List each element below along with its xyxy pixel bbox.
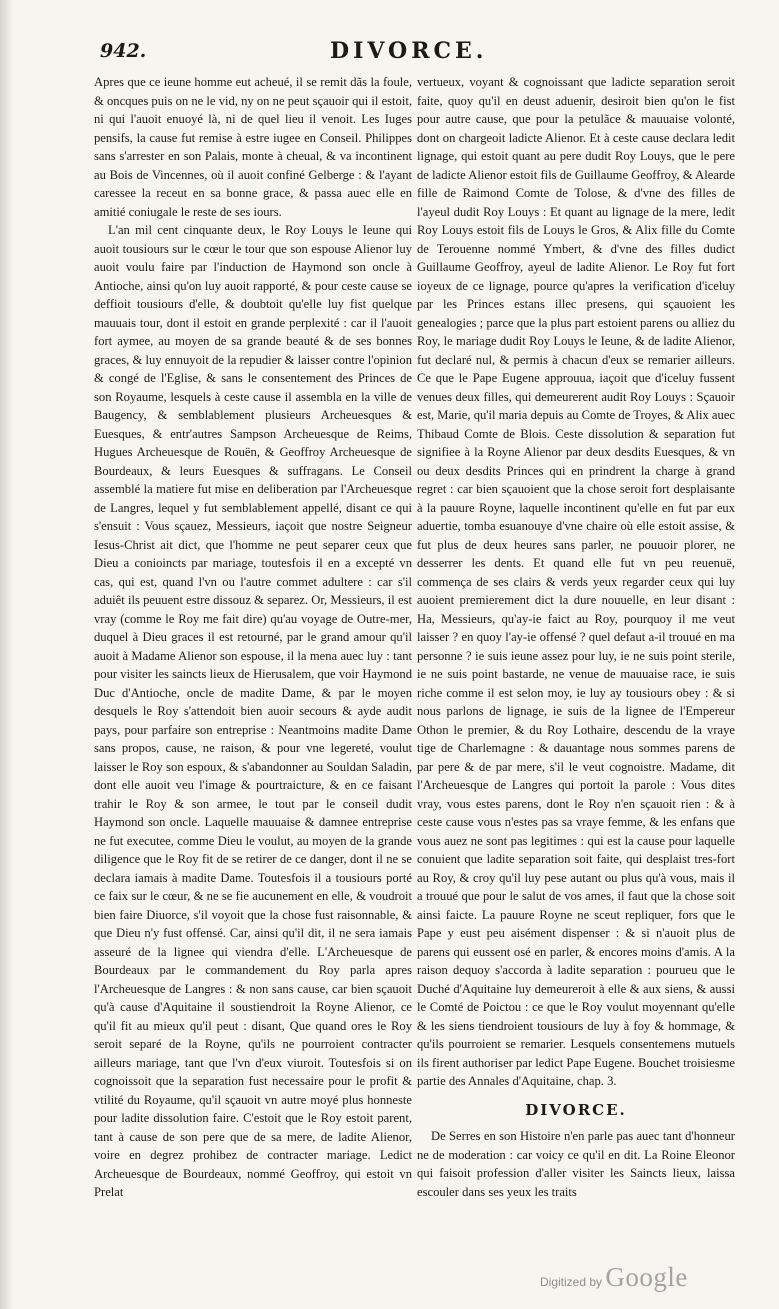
running-title: DIVORCE. — [330, 38, 488, 64]
digitized-prefix: Digitized by — [540, 1275, 603, 1289]
right-paragraph-1: vertueux, voyant & cognoissant que ladicte separation seroit faite, quoy qu'il en deust aduenir, desiroit bien qu'on le fist pour autre cause, que pour la petulãce & mauuaise volonté, dont on chargeoit ladicte Alienor. Et à ceste cause declara ledit lignage, qui estoit quant au pere dudit Roy Louys, que le pere de ladicte Alienor estoit fils de Guillaume Geoffroy, & Alearde fille de Raimond Comte de Tolose, & d'vne des filles de l'ayeul dudit Roy Louys : Et quant au lignage de la mere, ledit Roy Louys estoit fils de Louys le Gros, & Alix fille du Comte de Terouenne nommé Ymbert, & d'vne des filles dudict Guillaume Geoffroy, ayeul de ladite Alienor. Le Roy fut fort ioyeux de ce lignage, pource qu'apres la verification d'iceluy par les Princes estans illec presens, qui sçauoient les genealogies ; parce que la plus part estoient parens ou alliez du Roy, le mariage dudit Roy Louys le Ieune, & de ladite Alienor, fut declaré nul, & permis à chacun d'eux se remarier ailleurs. Ce que le Pape Eugene approuua, iaçoit que d'iceluy fussent venues deux filles, qui demeurerent audit Roy Louys : Sçauoir est, Marie, qu'il maria depuis au Comte de Troyes, & Alix auec Thibaud Comte de Blois. Ceste dissolution & separation fut signifiee à la Royne Alienor par deux desdits Euesques, & vn ou deux desdits Princes qui en prindrent la charge à grand regret : car bien sçauoient que la chose seroit fort desplaisante à la pauure Royne, laquelle incontinent qu'elle en fut par eux aduertie, tomba esuanouye d'vne chaire où elle estoit assise, & fut plus de deux heures sans parler, ne pouuoir plorer, ne desserrer les dents. Et quand elle fut vn peu reuenuë, commença de ses clairs & verds yeux regarder ceux qui luy auoient premierement dict la dure nouuelle, en leur disant : Ha, Messieurs, qu'ay-ie faict au Roy, pourquoy il me veut laisser ? en quoy l'ay-ie offensé ? quel defaut a-il trouué en ma personne ? ie suis ieune assez pour luy, ie ne suis point sterile, ie ne suis point bastarde, ne venue de mauuaise race, ie suis riche comme il est selon moy, ie luy ay tousiours obey : & si nous parlons de lignage, ie suis de la lignee de l'Empereur Othon le premier, & du Roy Lothaire, descendu de la vraye tige de Charlemagne : & dauantage nous sommes parens de par pere & de par mere, s'il le veut cognoistre. Madamе, dit l'Archeuesque de Langres qui portoit la parole : Vous dites vray, vous estes parens, dont le Roy n'en sçauoit rien : & à ceste cause vous n'estes pas sa vraye femme, & les enfans que vous auez ne sont pas legitimes : qui est la cause pour laquelle conuient que ladite separation soit faite, qui desplaist tres-fort au Roy, & croy qu'il luy pese autant ou plus qu'à vous, mais il a trouué que pour le salut de vos ames, il faut que la chose soit ainsi faicte. La pauure Royne ne sceut repliquer, fors que le Pape y eust peu aisément dispenser : & si n'auoit plus de parens qui eussent osé en parler, & encores moins d'amis. A la raison dequoy s'accorda à ladite separation : pourueu que le Duché d'Aquitaine luy demeureroit à elle & aux siens, & aussi le Comté de Poictou : ce que le Roy voulut moyennant qu'elle & les siens tiendroient tousiours de luy à foy & hommage, & qu'ils pourroient se remarier. Lesquels consentemens mutuels ils firent authoriser par ledict Pape Eugene. Bouchet troisiesme partie des Annales d'Aquitaine, chap. 3. — [417, 75, 735, 1088]
left-paragraph-2: L'an mil cent cinquante deux, le Roy Louys le Ieune qui auoit tousiours sur le cœur le tour que son espouse Alienor luy auoit voulu faire par l'induction de Haymond son oncle à Antioche, ainsi qu'on luy auoit rapporté, & pour ceste cause se deffioit tousiours d'elle, & doubtoit qu'elle luy fist quelque mauuais tour, dont il estoit en grande perplexité : car il l'auoit fort aymee, au moyen de sa grande beauté & de ses bonnes graces, & luy ennuyoit de la repudier & laisser contre l'opinion & congé de l'Eglise, & sans le consentement des Princes de son Royaume, lesquels à ceste cause il assembla en la ville de Baugency, & semblablement plusieurs Archeuesques & Euesques, & entr'autres Sampson Archeuesque de Reims, Hugues Archeuesque de Rouën, & Geoffroy Archeuesque de Bourdeaux, & leurs Euesques & suffragans. Le Conseil assemblé la matiere fut mise en deliberation par l'Archeuesque de Langres, lequel y fut semblablement appellé, disant ce qui s'ensuit : Vous sçauez, Messieurs, iaçoit que nostre Seigneur Iesus-Christ ait dict, que l'homme ne peut separer ceux que Dieu a conioincts par mariage, toutesfois il en a excepté vn cas, qui est, quand l'vn ou l'autre commet adultere : car s'il aduiêt ils peuuent estre dissouz & separez. Or, Messieurs, il est vray (comme le Roy me fait dire) qu'au voyage de Outre-mer, duquel à Dieu graces il est retourné, par le grand amour qu'il auoit à Madame Alienor son espouse, il la mena auec luy : tant pour visiter les saincts lieux de Hierusalem, que voir Haymond Duc d'Antioche, oncle de madite Dame, & par le moyen desquels le Roy s'attendoit bien auoir secours & ayde audit pays, pour parfaire son entreprise : Neantmoins madite Dame sans propos, cause, ne raison, & pour vne legereté, voulut laisser le Roy son espoux, & s'abandonner au Souldan Saladin, dont elle auoit veu l'image & pourtraicture, & en ce faisant trahir le Roy & son armee, le tout par le conseil dudit Haymond son oncle. Laquelle mauuaise & damnee entreprise ne fut executee, comme Dieu le voulut, au moyen de la grande diligence que le Roy fit de se retirer de ce danger, dont il ne se declara iamais à madite Dame. Toutesfois il a tousiours porté ce faix sur le cœur, & ne se fie aucunement en elle, & voudroit bien faire Diuorce, s'il voyoit que la chose fust raisonnable, & que Dieu n'y fust offensé. Car, ainsi qu'il dit, il ne sera iamais asseuré de la lignee qui viendra d'elle. L'Archeuesque de Bourdeaux par le commandement du Roy parla apres l'Archeuesque de Langres : & non sans cause, car bien sçauoit qu'à cause d'Aquitaine il soustiendroit la Royne Alienor, ce qu'il fit au mieux qu'il peut : disant, Que quand ores le Roy seroit separé de la Royne, qu'ils ne pourroient contracter ailleurs mariage, tant que l'vn d'eux viuroit. Toutesfois si on cognoissoit que la separation fust necessaire pour le profit & vtilité du Royaume, qu'il sçauoit vn autre moyé plus honneste pour ladite dissolution faire. C'estoit que le Roy estoit parent, tant à cause de son pere que de sa mere, de ladite Alienor, voire en degrez prohibez de contracter mariage. Ledict Archeuesque de Bourdeaux, nommé Geoffroy, qui estoit vn Prelat — [94, 223, 412, 1199]
left-paragraph-1: Apres que ce ieune homme eut acheué, il se remit dãs la foule, & oncques puis on ne le vid, ny on ne peut sçauoir qui il estoit, ni qui l'auoit enuoyé là, ni de quel lieu il venoit. Les Iuges pensifs, la cause fut remise à estre iugee en Conseil. Philippes sans s'arrester en son Palais, monte à cheual, & va incontinent au Bois de Vincennes, où il auoit confiné Gelberge : & l'ayant caressee la receut en sa bonne grace, & passa auec elle en amitié coniugale le reste de ses iours. — [94, 75, 412, 219]
left-column — [94, 73, 412, 1202]
section-subheading: DIVORCE. — [525, 1100, 627, 1119]
right-column — [417, 73, 735, 1201]
google-logo-text: Google — [605, 1262, 688, 1292]
page-number: 942. — [100, 40, 147, 62]
digitized-by-google-watermark — [540, 1262, 688, 1293]
right-paragraph-2: De Serres en son Histoire n'en parle pas auec tant d'honneur ne de moderation : car voicy ce qu'il en dit. La Roine Eleonor qui faisoit profession d'aller visiter les Saincts lieux, laissa escouler dans ses yeux les traits — [417, 1129, 735, 1199]
page-edge-shadow — [0, 0, 14, 1309]
